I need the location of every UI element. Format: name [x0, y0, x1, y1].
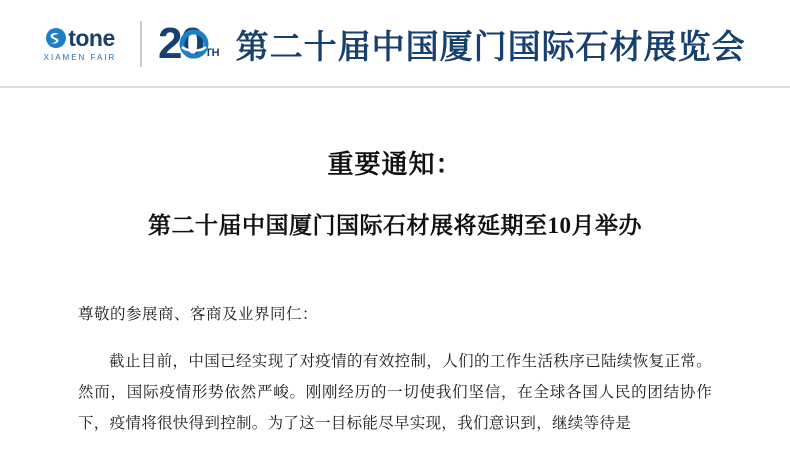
logo-wordmark [45, 24, 115, 51]
anniversary-ring-icon [179, 29, 209, 59]
notice-title: 重要通知： [327, 150, 463, 179]
anniversary-number-text: 20 [158, 19, 203, 69]
header-bottom-rule [0, 86, 790, 88]
document-body [0, 144, 790, 439]
stone-s-icon [45, 27, 67, 49]
anniversary-mark [158, 19, 220, 69]
header-title: 第二十届中国厦门国际石材展览会 [235, 27, 746, 65]
stone-xiamen-fair-logo [34, 24, 126, 62]
logo-subtitle: XIAMEN FAIR [43, 52, 117, 62]
notice-subtitle: 第二十届中国厦门国际石材展将延期至10月举办 [148, 213, 642, 238]
anniversary-number [158, 19, 203, 69]
header-divider [140, 21, 142, 67]
anniversary-suffix: TH [204, 46, 220, 59]
paragraph-1: 截止目前，中国已经实现了对疫情的有效控制，人们的工作生活秩序已陆续恢复正常。然而，国际疫情形势依然严峻。刚刚经历的一切使我们坚信，在全球各国人民的团结协作下，疫情将很快得到控制。为了这一目标能尽早实现，我们意识到，继续等待是 [78, 353, 712, 432]
page-header [0, 0, 790, 88]
salutation: 尊敬的参展商、客商及业界同仁： [78, 306, 319, 323]
logo-word-text: tone [68, 24, 115, 51]
